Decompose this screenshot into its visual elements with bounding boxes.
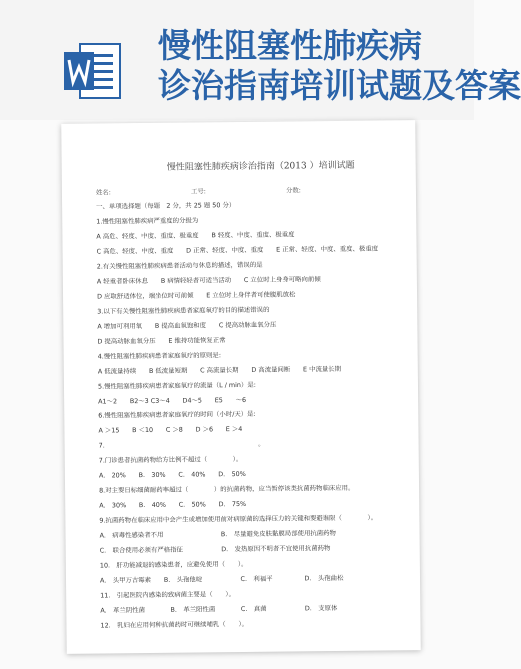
id-field-label: 工号: [190,187,206,196]
question-line: A ＞15 B ＜10 C ＞8 D ＞6 E ＞4 [98,425,243,435]
question-line: A1～2 B2～3 C3～4 D4～5 E5 ～6 [98,395,247,405]
question-line: 5.慢性阻塞性肺疾病患者家庭氧疗的流量（L / min）是: [97,380,256,391]
document-title: 慢性阻塞性肺疾病诊治指南（2013 ）培训试题 [166,160,355,173]
question-line: C. 联合使用必须有严格指征 D. 发热原因不明者不宜使用抗菌药物 [99,544,331,555]
student-info-fields [96,187,396,198]
document-page [61,120,421,654]
question-line: 2.有关慢性阻塞性肺疾病患者活动与休息的描述，错误的是 [96,260,263,271]
question-line: 7.门诊患者抗菌药物给方比例不超过（ ）。 [98,455,243,465]
question-line: A 高危、轻度、中度、重度、极重度 B 轻度、中度、重度、极重度 [96,230,295,241]
question-line: A. 30% B. 40% C. 50% D. 75% [99,500,247,510]
question-line: D 提高动脉血氧分压 E 维持功能恢复正常 [97,335,226,346]
question-line: 8.对主要日标细菌耐药率超过（ ）的抗菌药物，应当暂停该类抗菌药物临床应用。 [99,484,355,495]
question-line: 4.慢性阻塞性肺疾病患者家庭氧疗的原则是: [97,350,221,361]
question-line: A. 20% B. 30% C. 40% D. 50% [98,470,246,480]
question-line: 7. 。 [98,440,265,450]
document-body [96,160,401,637]
question-line: 6.慢性阻塞性肺疾病患者家庭氧疗的时间（小时/天）是: [98,410,256,420]
question-line: C 高危、轻度、中度、重度 D 正常、轻度、中度、重度 E 正常、轻度、中度、重度、极重度 [96,244,379,256]
cover-banner [0,0,521,120]
word-document-icon [62,40,124,102]
question-line: D 应取舒适体位，端坐位时可前倾 E 立位时上身伴者可使腹肌放松 [97,290,296,301]
question-line: A. 头甲万古霉素 B. 头孢他啶 C. 利福平 D. 头孢曲松 [99,573,344,585]
score-field-label: 分数: [285,186,301,195]
question-line: 3.以下有关慢性阻塞性肺疾病患者家庭氧疗的目的描述错误的 [97,305,270,316]
question-list [96,215,400,629]
question-line: 1.慢性阻塞性肺疾病严重度的分级为 [96,216,199,226]
name-field-label: 姓名: [95,188,111,197]
question-line: A. 革兰阴性菌 B. 革兰阳性菌 C. 真菌 D. 支原体 [100,603,338,615]
section-heading: 一、单项选择题（每题 2 分，共 25 题 50 分） [96,200,236,211]
question-line: 9.抗菌药物在临床应用中会产生或增加使用前对病原菌的选择压力的关键和要避谁限（ ）。 [99,513,378,525]
question-line: 10. 肝功能减退的感染患者，应避免使用（ ）。 [99,559,248,570]
question-line: A. 病毒性感染者不用 B. 尽量避免皮肤黏膜局部使用抗菌药物 [99,529,336,540]
question-line: A 低流量持续 B 低流量短期 C 高流量长期 D 高流量间断 E 中流量长期 [97,364,342,376]
cover-title-line1: 慢性阻塞性肺疾病 [158,26,422,65]
cover-title [158,26,521,106]
question-line: A 增加可利用氧 B 提高血氧饱和度 C 提高动脉血氧分压 [97,320,277,331]
question-line: A 轻重者卧床休息 B 病情轻轻者可适当活动 C 立位时上身身可略向前倾 [96,275,321,286]
cover-title-line2: 诊治指南培训试题及答案 [158,66,521,105]
question-line: 12. 乳妇在应用何种抗菌药时可继续哺乳（ ）。 [100,619,249,630]
question-line: 11. 引起医院内感染的致病菌主要是（ ）。 [100,589,235,600]
